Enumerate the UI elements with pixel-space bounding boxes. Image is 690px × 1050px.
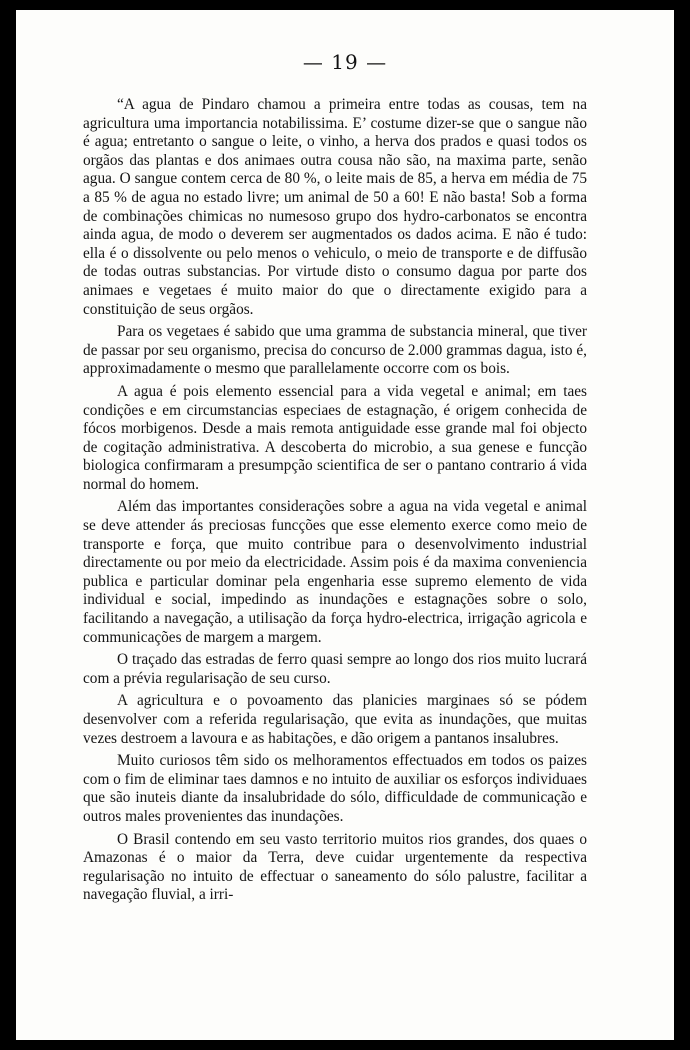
paragraph: Muito curiosos têm sido os melhoramentos effectuados em todos os paizes com o fim de eliminar taes damnos e no intuito de auxiliar os esforços individuaes que são inuteis diante da insalubridade do sólo, difficuldade de communicação e outros males provenientes das inundações.: [83, 752, 587, 825]
body-text: [83, 96, 587, 909]
paragraph: A agua é pois elemento essencial para a vida vegetal e animal; em taes condições e em circumstancias especiaes de estagnação, é origem conhecida de fócos morbigenos. Desde a mais remota antiguidade esse grande mal foi objecto de cogitação administrativa. A descoberta do microbio, a sua genese e funcção biologica confirmaram a presumpção scientifica de ser o pantano contrario á vida normal do homem.: [83, 382, 587, 493]
paragraph: O traçado das estradas de ferro quasi sempre ao longo dos rios muito lucrará com a prévia regularisação de seu curso.: [83, 651, 587, 687]
paragraph: Além das importantes considerações sobre a agua na vida vegetal e animal se deve attender ás preciosas funcções que esse elemento exerce como meio de transporte e força, que muito contribue para o desenvolvimento industrial directamente ou por meio da electricidade. Assim pois é da maxima conveniencia publica e particular dominar pela engenharia esse supremo elemento de vida individual e social, impedindo as inundações e estagnações sobre o solo, facilitando a navegação, a utilisação da força hydro-electrica, irrigação agricola e communicações de margem a margem.: [83, 498, 587, 646]
page-number: — 19 —: [302, 50, 388, 74]
paragraph: A agricultura e o povoamento das planicies marginaes só se pódem desenvolver com a referida regularisação, que evita as inundações, que muitas vezes destroem a lavoura e as habitações, e dão origem a pantanos insalubres.: [83, 692, 587, 747]
paragraph: “A agua de Pindaro chamou a primeira entre todas as cousas, tem na agricultura uma importancia notabilissima. E’ costume dizer-se que o sangue não é agua; entretanto o sangue o leite, o vinho, a herva dos prados e quasi todos os orgãos das plantas e dos animaes outra cousa não são, na maxima parte, senão agua. O sangue contem cerca de 80 %, o leite mais de 85, a herva em média de 75 a 85 % de agua no estado livre; um animal de 50 a 60! E não basta! Sob a forma de combinações chimicas no numesoso grupo dos hydro-carbonatos se encontra ainda agua, de modo o deverem ser augmentados os dados acima. E não é tudo: ella é o dissolvente ou pelo menos o vehiculo, o meio de transporte e de diffusão de todas outras substancias. Por virtude disto o consumo dagua por parte dos animaes e vegetaes é muito maior do que o directamente exigido para a constituição de seus orgãos.: [83, 96, 587, 318]
paragraph: Para os vegetaes é sabido que uma gramma de substancia mineral, que tiver de passar por seu organismo, precisa do concurso de 2.000 grammas dagua, isto é, approximadamente o mesmo que parallelamente occorre com os bois.: [83, 323, 587, 378]
paragraph: O Brasil contendo em seu vasto territorio muitos rios grandes, dos quaes o Amazonas é o maior da Terra, deve cuidar urgentemente da respectiva regularisação no intuito de effectuar o saneamento do sólo palustre, facilitar a navegação fluvial, a irri-: [83, 830, 587, 904]
book-page: [16, 10, 674, 1040]
